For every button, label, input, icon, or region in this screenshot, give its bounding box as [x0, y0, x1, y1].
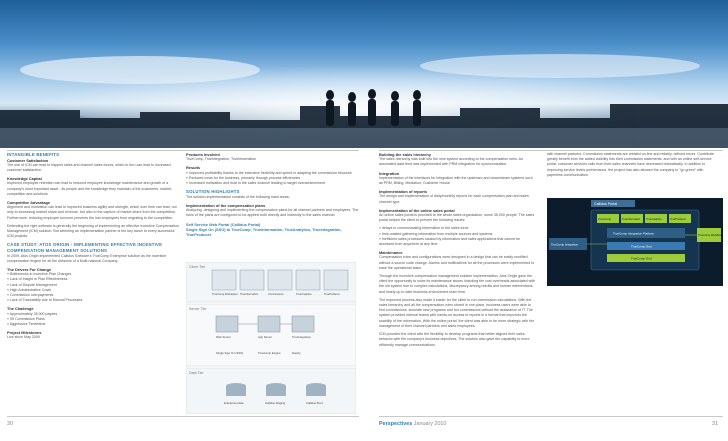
client-lane-label: Client Tier: [189, 265, 206, 269]
server-icon: [216, 316, 238, 332]
publication-issue: January 2010: [413, 421, 447, 427]
defending-text: Defending the right software is generally the beginning of implementing an effective Incentive Compensation Management (ICM) solution. But selecting an implementation partner is the key factor to every successful ICM projects.: [7, 223, 179, 239]
hierarchy-text: The sales hierarchy was built into the new system according to the compensation rules. An automated data feed was implemented with PRM integration for synchronization.: [379, 157, 524, 167]
list-item: » 95 Commission Plans: [7, 316, 45, 321]
db-label: Callidus Prod: [306, 401, 323, 405]
app-label: TrueProducer: [324, 293, 340, 296]
list-item: » Lack of Insight in Plan Effectiveness: [7, 277, 68, 282]
page-number-left: 30: [7, 421, 13, 427]
impl-heading: Implementation of the compensation plans: [186, 203, 266, 209]
list-item: » Lack of Dispute Management: [7, 282, 57, 287]
results-list: [186, 171, 359, 187]
screen-icon: [324, 270, 348, 290]
app-label: TrueInformation: [240, 293, 259, 296]
list-item: » Improved profitability thanks to the extensive flexibility and speed in adapting the commission structure: [186, 170, 352, 175]
online-list: [379, 226, 536, 247]
db-label: Callidus Staging: [265, 401, 286, 405]
knowledge-heading: Knowledge Capital: [7, 176, 42, 182]
highlights-heading: SOLUTION HIGHLIGHTS: [186, 189, 240, 195]
products-text: TrueComp, TrueIntegration, TrueInformation: [186, 157, 257, 162]
architecture-diagram: [186, 262, 356, 414]
list-item: » Bottlenecks in Incentive Plan Changes: [7, 272, 72, 277]
intangible-heading: INTANGIBLE BENEFITS: [7, 152, 60, 157]
integration-platform-label: TrueComp Integration Platform: [613, 231, 655, 236]
column-1: [7, 152, 179, 344]
right-box-label: TrueComp Workflow: [698, 234, 722, 237]
screen-icon: [212, 270, 236, 290]
grid-label: TrueComp Grid: [631, 244, 652, 249]
online-text: An online sales portal is provided to the whole sales organization, some 35,000 people. The sales portal helped the client to prevent the following issues:: [379, 213, 535, 223]
database-icon: [266, 386, 286, 396]
maintenance-text-2: Through the incentive compensation management solution implementation, Atos Origin gave the client the opportunity to solve its maintenance issues including the cost overheads associated with the old system due to complex calculations, discrepancy among results and human interventions, and timely up to date business environment team time.: [379, 274, 536, 294]
milestones-text: Live since May 2009: [7, 335, 40, 340]
module-label: TrueComp: [598, 217, 612, 221]
portal-subheading: Single Sign On (SSO) to TrueComp, TrueInformation, TrueAnalytics, TrueIntegration, TrueProducer: [186, 226, 342, 238]
products-heading: Products Involved: [186, 152, 220, 157]
portal-title: Callidus Portal: [594, 202, 618, 206]
challenge-heading: The Challenge: [7, 306, 34, 312]
platform-diagram: [547, 198, 723, 286]
server-icon: [292, 316, 314, 332]
drivers-list: [7, 272, 179, 303]
screen-icon: [240, 270, 264, 290]
app-label: TrueComp Workspace: [212, 293, 238, 296]
col4-text: with channel partners. Commission statements are created on-line and reliably, without errors. Contribute greatly benefit from the added visibility into their commission statements, and with an online self-service portal, customer services calls from their sales channels have decreased dramatically. In addition to improving service levels performance, the project has also allowed the company to "go green" with paperless communication.: [547, 152, 714, 177]
db-label: Enterprise Data: [224, 401, 244, 405]
challenge-list: [7, 312, 179, 328]
list-item: » High Administrative Costs: [7, 287, 51, 292]
list-item: » delays in communicating information to the sales force: [379, 226, 469, 231]
cust-sat-heading: Customer Satisfaction: [7, 157, 49, 163]
list-item: » Lack of Traceability due to Manual Processes: [7, 298, 83, 303]
hero-image: [0, 0, 728, 148]
online-heading: Implementation of the online sales portal: [379, 207, 455, 213]
column-4: [547, 152, 719, 181]
reports-text: The design and implementation of daily/monthly reports for each compensation plan and sales channel type.: [379, 194, 529, 204]
integration-heading: Integration: [379, 170, 400, 176]
maintenance-text-1: Compensation rules and configurations were designed in a design that can be easily modified without a source code change. Alarms and notifications for all the processes were implemented to ease the operational tasks.: [379, 255, 535, 270]
list-item: » Aggressive Timeframe: [7, 322, 46, 327]
highlights-text: The solution implementation consists of the following main areas:: [186, 194, 290, 199]
app-label: TrueAnalytics: [296, 293, 312, 296]
server-icon: [258, 316, 280, 332]
database-icon: [226, 386, 246, 396]
integration-label: TrueIntegration: [292, 335, 311, 339]
module-label: TrueProducer: [670, 218, 686, 221]
module-label: TrueInformation: [622, 218, 641, 221]
case-study-text: In 2009, Atos Origin implemented Callidus Software's TrueComp Enterprise solution as the incentive compensation engine for all the divisions of a Multi-national Company.: [7, 253, 167, 263]
page-number-right: 31: [712, 421, 718, 427]
hierarchy-heading: Building the sales hierarchy: [379, 152, 431, 157]
footer-publication: [379, 421, 446, 427]
impl-text: Analyzing, designing and implementing the compensation plans for all channel partners and employees. The rules of the plans are configured to be applied both directly and indirectly to the sales channel.: [186, 208, 359, 218]
client-apps: [212, 270, 348, 296]
comp-adv-text: Alignment and motivation can lead to improved business agility and strength, which over time can lead, not only to increasing market share and revenue, but also to the capture of market share from the competition. Furthermore, reducing employee turnover prevents the lost employees from migrating to the competition.: [7, 205, 177, 220]
sso-label: Single Sign On (SSO): [216, 351, 244, 355]
maintenance-heading: Maintenance: [379, 250, 403, 256]
grid-bottom-label: TrueComp Grid: [631, 256, 652, 261]
results-heading: Results: [186, 165, 201, 171]
column-3: [379, 152, 536, 351]
knowledge-text: Improved employee retention can lead to reduced employee knowledge maintenance and growth of a company's most important asset - its people and the knowledge they maintain of the customers, market, competition and solutions.: [7, 181, 173, 196]
top-rule-left: [7, 150, 359, 151]
screen-icon: [296, 270, 320, 290]
database-icon: [306, 386, 326, 396]
comp-adv-heading: Competitive Advantage: [7, 200, 51, 206]
web-server-label: Web Server: [216, 335, 231, 339]
milestones-heading: Project Milestones: [7, 330, 42, 336]
screen-icon: [268, 270, 292, 290]
list-item: » Approximately 35,000 payees: [7, 311, 58, 316]
top-rule-right: [379, 150, 723, 151]
hero-art: [0, 0, 728, 148]
integration-text: Implementation of the interfaces for integration with the upstream and downstream systems such as PRM, Billing, Mediation, Customer House.: [379, 175, 533, 186]
portal-heading: Self Service Web Portal (Callidus Portal): [186, 221, 261, 227]
footer-rule-right: [379, 416, 723, 417]
list-item: » time-wasted gathering information from multiple sources and systems: [379, 231, 493, 236]
cust-sat-text: The use of ICM can lead to happier sales and channel sales forces, which in turn can lead to increased customer satisfaction.: [7, 162, 171, 172]
app-label: Commissions: [268, 293, 284, 296]
list-item: » Increased motivation and trust in the sales channel leading to target overachievement: [186, 181, 326, 186]
maintenance-text-3: The improved process also made it easier for the client to run commission calculations. With the sales hierarchy and all the compensation rules stored in one place, business users were able to find commissions, simulate new programs and run commissions without the assistance of IT. The system provided internal teams with hands-on access to reports in a format that improves the usability of the information. With the online portal, the client was able to be more strategic with the management of their channel partners and sales employees.: [379, 297, 535, 328]
app-server-label: App Server: [258, 335, 272, 339]
list-item: » Commission overpayments: [7, 293, 54, 298]
case-study-heading: CASE STUDY: ATOS ORIGIN - IMPLEMENTING EFFECTIVE INCENTIVE COMPENSATION MANAGEMENT SOLUTIONS: [7, 242, 163, 254]
server-lane-label: Server Tier: [189, 307, 207, 311]
engine-label: TrueComp Engine: [258, 351, 281, 355]
column-2: [186, 152, 359, 237]
footer-rule-left: [7, 416, 359, 417]
data-lane-label: Data Tier: [189, 371, 204, 375]
deploy-label: Deploy: [292, 351, 301, 355]
publication-title: Perspectives: [379, 421, 413, 427]
drivers-heading: The Drivers For Change: [7, 267, 52, 273]
module-label: TrueAnalytics: [646, 218, 662, 221]
reports-heading: Implementation of reports: [379, 189, 427, 195]
maintenance-text-4: ICM provided the client with the flexibility to develop programs that better aligned their sales behavior with the company's business objectives. The solution also gave the capability to more efficiently manage communications: [379, 332, 530, 347]
left-box-label: TrueComp Integration: [551, 242, 579, 247]
list-item: » inefficient sales processes caused by information and sales applications that cannot be accessed from anywhere at any time: [379, 236, 521, 247]
list-item: » Reduced costs for the business, primarily through process efficiencies: [186, 175, 301, 180]
